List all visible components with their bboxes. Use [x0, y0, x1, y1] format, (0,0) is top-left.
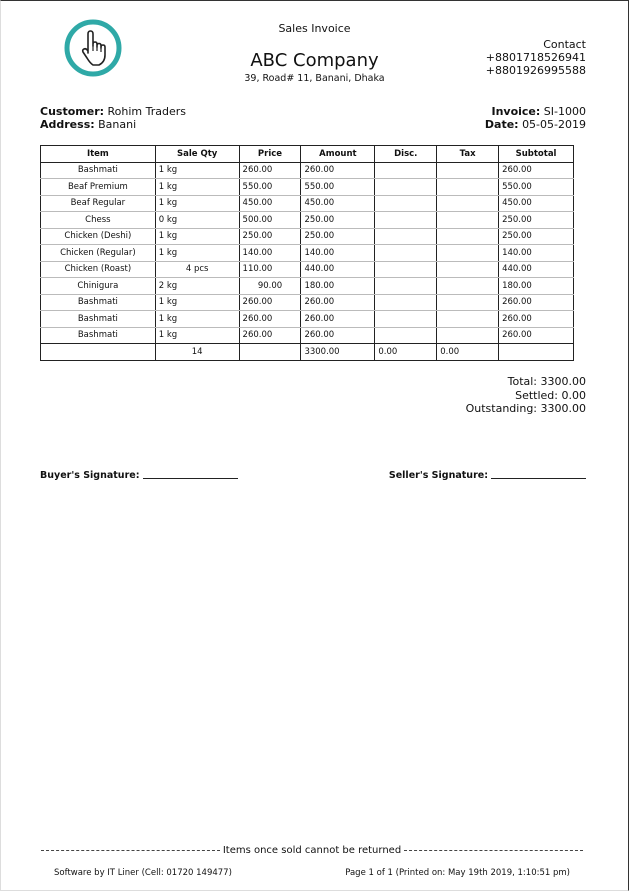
- cell-item: Bashmati: [41, 162, 156, 179]
- cell-amount: 180.00: [301, 278, 375, 295]
- col-header-tax: Tax: [437, 146, 499, 163]
- table-totals-row: [41, 344, 574, 361]
- cell-subtotal: 250.00: [499, 228, 574, 245]
- cell-disc: [375, 311, 437, 328]
- cell-qty: 0 kg: [155, 212, 239, 229]
- cell-price: 260.00: [239, 311, 301, 328]
- cell-subtotal: 260.00: [499, 327, 574, 344]
- table-row: [41, 294, 574, 311]
- total-cell-price: [239, 344, 301, 361]
- seller-signature-label: Seller's Signature:: [388, 470, 488, 481]
- total-amount: Total: 3300.00: [507, 375, 586, 388]
- phone-2: +8801926995588: [485, 64, 586, 77]
- cell-tax: [437, 245, 499, 262]
- divider: [41, 850, 220, 851]
- cell-qty: 1 kg: [155, 228, 239, 245]
- cell-amount: 260.00: [301, 327, 375, 344]
- return-policy-text: Items once sold cannot be returned: [222, 845, 402, 856]
- address-label: Address:: [40, 118, 95, 131]
- cell-amount: 550.00: [301, 179, 375, 196]
- cell-amount: 440.00: [301, 261, 375, 278]
- customer-label: Customer:: [40, 105, 105, 118]
- invoice-number: SI-1000: [543, 105, 586, 118]
- table-row: [41, 195, 574, 212]
- cell-price: 250.00: [239, 228, 301, 245]
- cell-qty: 1 kg: [155, 245, 239, 262]
- customer-address: Banani: [98, 118, 137, 131]
- page-info: Page 1 of 1 (Printed on: May 19th 2019, 1:10:51 pm): [345, 868, 570, 878]
- document-title: Sales Invoice: [278, 22, 351, 35]
- cell-tax: [437, 261, 499, 278]
- cell-item: Chicken (Regular): [41, 245, 156, 262]
- cell-price: 500.00: [239, 212, 301, 229]
- cell-disc: [375, 294, 437, 311]
- cell-item: Chicken (Deshi): [41, 228, 156, 245]
- customer-name: Rohim Traders: [107, 105, 187, 118]
- cell-amount: 260.00: [301, 294, 375, 311]
- cell-price: 90.00: [239, 278, 301, 295]
- table-row: [41, 179, 574, 196]
- return-policy-note: [41, 845, 583, 856]
- cell-amount: 250.00: [301, 212, 375, 229]
- company-address: 39, Road# 11, Banani, Dhaka: [244, 73, 385, 84]
- items-table: [40, 145, 574, 361]
- cell-tax: [437, 278, 499, 295]
- cell-item: Bashmati: [41, 311, 156, 328]
- cell-disc: [375, 327, 437, 344]
- cell-price: 140.00: [239, 245, 301, 262]
- invoice-label: Invoice:: [491, 105, 541, 118]
- col-header-disc: Disc.: [375, 146, 437, 163]
- col-header-subtotal: Subtotal: [499, 146, 574, 163]
- cell-qty: 2 kg: [155, 278, 239, 295]
- col-header-amount: Amount: [301, 146, 375, 163]
- cell-disc: [375, 179, 437, 196]
- totals-block: [466, 375, 586, 416]
- cell-disc: [375, 261, 437, 278]
- cell-subtotal: 550.00: [499, 179, 574, 196]
- cell-qty: 1 kg: [155, 195, 239, 212]
- cell-subtotal: 260.00: [499, 311, 574, 328]
- total-cell-item: [41, 344, 156, 361]
- cell-amount: 140.00: [301, 245, 375, 262]
- cell-price: 110.00: [239, 261, 301, 278]
- cell-amount: 250.00: [301, 228, 375, 245]
- total-cell-subtotal: [499, 344, 574, 361]
- buyer-signature: [40, 470, 238, 481]
- col-header-price: Price: [239, 146, 301, 163]
- cell-subtotal: 440.00: [499, 261, 574, 278]
- cell-item: Beaf Regular: [41, 195, 156, 212]
- contact-block: [486, 38, 586, 77]
- phone-1: +8801718526941: [485, 51, 586, 64]
- buyer-signature-line: [143, 478, 238, 479]
- cell-amount: 260.00: [301, 162, 375, 179]
- cell-subtotal: 450.00: [499, 195, 574, 212]
- table-row: [41, 162, 574, 179]
- cell-qty: 4 pcs: [155, 261, 239, 278]
- cell-disc: [375, 162, 437, 179]
- cell-price: 260.00: [239, 327, 301, 344]
- company-name: ABC Company: [250, 50, 379, 71]
- table-row: [41, 228, 574, 245]
- invoice-block: [485, 105, 586, 131]
- cell-qty: 1 kg: [155, 294, 239, 311]
- invoice-date: 05-05-2019: [522, 118, 586, 131]
- cell-tax: [437, 162, 499, 179]
- cell-disc: [375, 228, 437, 245]
- cell-disc: [375, 195, 437, 212]
- cell-qty: 1 kg: [155, 327, 239, 344]
- cell-disc: [375, 245, 437, 262]
- cell-item: Bashmati: [41, 294, 156, 311]
- cell-item: Beaf Premium: [41, 179, 156, 196]
- cell-amount: 450.00: [301, 195, 375, 212]
- cell-tax: [437, 179, 499, 196]
- table-row: [41, 327, 574, 344]
- cell-qty: 1 kg: [155, 162, 239, 179]
- cell-price: 260.00: [239, 294, 301, 311]
- table-row: [41, 245, 574, 262]
- cell-subtotal: 250.00: [499, 212, 574, 229]
- cell-price: 450.00: [239, 195, 301, 212]
- seller-signature: [389, 470, 586, 481]
- cell-item: Bashmati: [41, 327, 156, 344]
- cell-tax: [437, 212, 499, 229]
- cell-item: Chinigura: [41, 278, 156, 295]
- table-row: [41, 311, 574, 328]
- table-row: [41, 278, 574, 295]
- cell-qty: 1 kg: [155, 179, 239, 196]
- software-credit: Software by IT Liner (Cell: 01720 149477): [54, 868, 232, 878]
- cell-qty: 1 kg: [155, 311, 239, 328]
- table-header-row: [41, 146, 574, 163]
- divider: [404, 850, 583, 851]
- cell-tax: [437, 228, 499, 245]
- total-cell-qty: 14: [155, 344, 239, 361]
- buyer-signature-label: Buyer's Signature:: [40, 470, 140, 481]
- col-header-item: Item: [41, 146, 156, 163]
- cell-tax: [437, 195, 499, 212]
- date-label: Date:: [484, 118, 519, 131]
- total-cell-disc: 0.00: [375, 344, 437, 361]
- contact-label: Contact: [543, 38, 586, 51]
- cell-subtotal: 260.00: [499, 294, 574, 311]
- cell-disc: [375, 278, 437, 295]
- total-cell-tax: 0.00: [437, 344, 499, 361]
- cell-tax: [437, 311, 499, 328]
- cell-price: 260.00: [239, 162, 301, 179]
- cell-item: Chicken (Roast): [41, 261, 156, 278]
- settled-amount: Settled: 0.00: [515, 388, 586, 402]
- customer-block: [40, 105, 186, 131]
- total-cell-amount: 3300.00: [301, 344, 375, 361]
- outstanding-amount: Outstanding: 3300.00: [465, 402, 586, 415]
- cell-subtotal: 140.00: [499, 245, 574, 262]
- table-row: [41, 261, 574, 278]
- col-header-qty: Sale Qty: [155, 146, 239, 163]
- cell-price: 550.00: [239, 179, 301, 196]
- cell-subtotal: 260.00: [499, 162, 574, 179]
- seller-signature-line: [491, 478, 586, 479]
- cell-item: Chess: [41, 212, 156, 229]
- cell-tax: [437, 294, 499, 311]
- cell-subtotal: 180.00: [499, 278, 574, 295]
- table-row: [41, 212, 574, 229]
- cell-tax: [437, 327, 499, 344]
- cell-amount: 260.00: [301, 311, 375, 328]
- cell-disc: [375, 212, 437, 229]
